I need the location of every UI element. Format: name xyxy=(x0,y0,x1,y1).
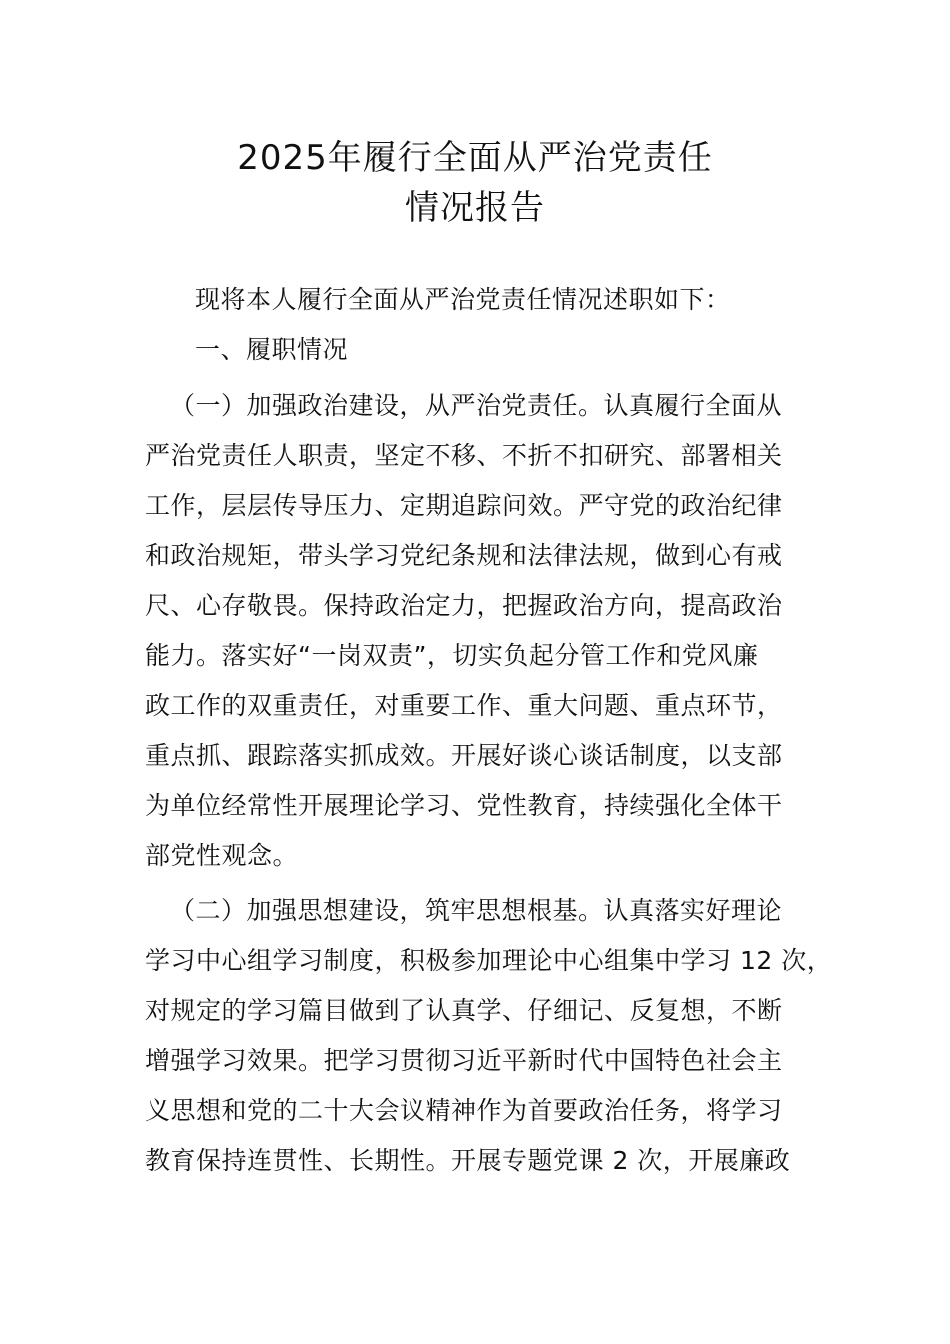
intro-paragraph: 现将本人履行全面从严治党责任情况述职如下： xyxy=(195,285,731,314)
paragraph-line: 义思想和党的二十大会议精神作为首要政治任务，将学习 xyxy=(145,1096,783,1125)
paragraph-line: （一）加强政治建设，从严治党责任。认真履行全面从 xyxy=(170,391,783,420)
paragraph-line: 增强学习效果。把学习贯彻习近平新时代中国特色社会主 xyxy=(145,1046,783,1075)
paragraph-line: 和政治规矩，带头学习党纪条规和法律法规，做到心有戒 xyxy=(145,541,783,570)
paragraph-line: 部党性观念。 xyxy=(145,841,299,870)
document-title-line-2: 情况报告 xyxy=(405,188,545,228)
paragraph-line: 学习中心组学习制度，积极参加理论中心组集中学习 12 次， xyxy=(145,946,833,975)
paragraph-line: 能力。落实好“一岗双责”，切实负起分管工作和党风廉 xyxy=(145,641,759,670)
paragraph-line: 重点抓、跟踪落实抓成效。开展好谈心谈话制度，以支部 xyxy=(145,741,783,770)
paragraph-line: 尺、心存敬畏。保持政治定力，把握政治方向，提高政治 xyxy=(145,591,783,620)
paragraph-line: 教育保持连贯性、长期性。开展专题党课 2 次，开展廉政 xyxy=(145,1146,791,1175)
paragraph-line: （二）加强思想建设，筑牢思想根基。认真落实好理论 xyxy=(170,896,783,925)
paragraph-line: 政工作的双重责任，对重要工作、重大问题、重点环节， xyxy=(145,691,783,720)
paragraph-line: 严治党责任人职责，坚定不移、不折不扣研究、部署相关 xyxy=(145,441,783,470)
paragraph-line: 为单位经常性开展理论学习、党性教育，持续强化全体干 xyxy=(145,791,783,820)
paragraph-line: 工作，层层传导压力、定期追踪问效。严守党的政治纪律 xyxy=(145,491,783,520)
section-heading: 一、履职情况 xyxy=(195,335,349,364)
document-title-line-1: 2025年履行全面从严治党责任 xyxy=(237,138,713,178)
paragraph-line: 对规定的学习篇目做到了认真学、仔细记、反复想，不断 xyxy=(145,996,783,1025)
